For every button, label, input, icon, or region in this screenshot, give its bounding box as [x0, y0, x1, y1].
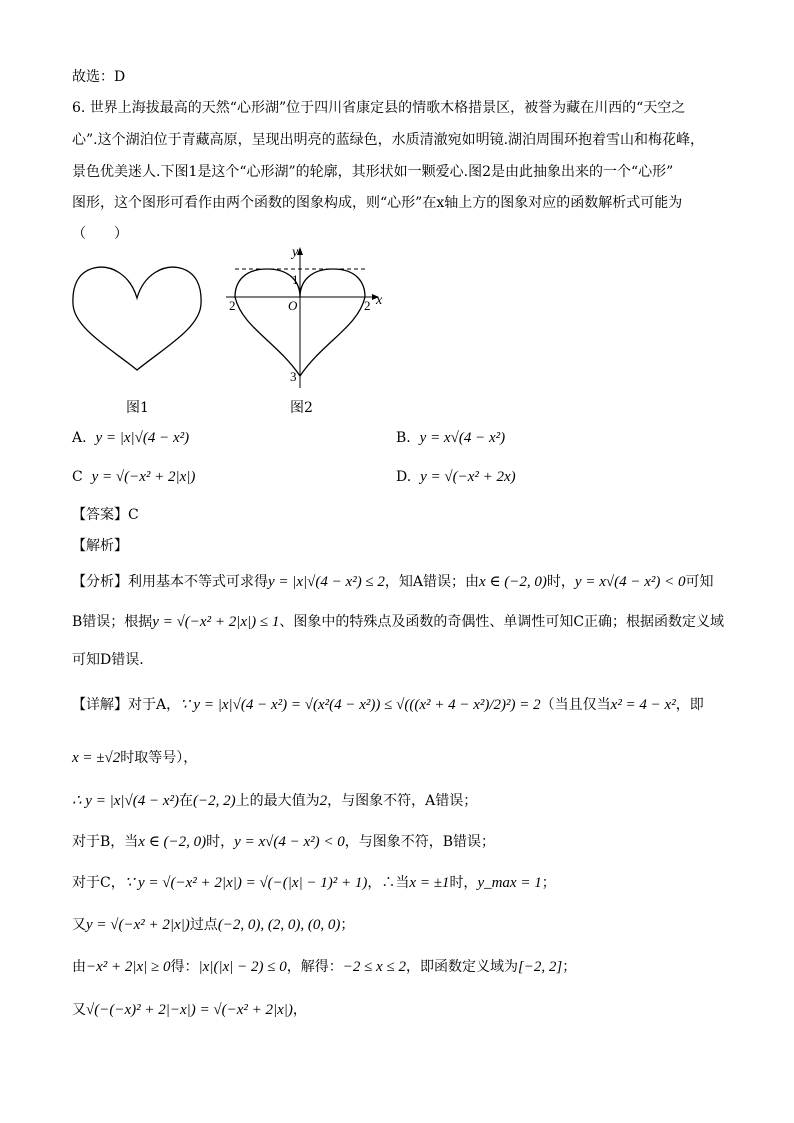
xiangjie-text: ； — [541, 875, 556, 891]
xiangjie-text: 由 — [72, 959, 86, 975]
xiangjie-line-3 — [72, 791, 477, 811]
xiangjie-text: 对于C， — [72, 875, 125, 891]
xiangjie-formula: x ∈ (−2, 0) — [138, 834, 207, 850]
fenxi-line-3: 可知D错误. — [72, 652, 144, 668]
xiangjie-formula: x = ±√2 — [72, 750, 121, 766]
xiangjie-line-7 — [72, 957, 576, 977]
xiangjie-line-2 — [72, 748, 197, 768]
fenxi-text: ，知A错误；由 — [384, 574, 480, 590]
fenxi-text: 、图象中的特殊点及函数的奇偶性、单调性可知C正确；根据函数定义域 — [279, 614, 725, 630]
label-left-2: 2 — [229, 298, 236, 313]
xiangjie-text: ，与图象不符，B错误； — [344, 834, 496, 850]
option-a-label: A. — [72, 430, 87, 446]
question-line-1: 6. 世界上海拔最高的天然“心形湖”位于四川省康定县的情歌木格措景区，被誉为藏在川西的“天空之 — [72, 100, 686, 116]
option-a-expr: y = |x|√(4 − x²) — [95, 430, 190, 446]
xiangjie-formula: ∴ y = |x|√(4 − x²) — [72, 793, 179, 809]
xiangjie-formula: (−2, 2) — [192, 793, 236, 809]
xiangjie-text: ，即 — [675, 697, 704, 713]
xiangjie-formula: y = √(−x² + 2|x|) — [86, 917, 190, 933]
xiangjie-text: ； — [340, 917, 355, 933]
fenxi-line-2 — [72, 612, 724, 632]
xiangjie-text: （当且仅当 — [540, 697, 611, 713]
fenxi-line-1 — [72, 572, 713, 592]
xiangjie-text: 时取等号）， — [120, 750, 198, 766]
xiangjie-text: 得： — [170, 959, 199, 975]
label-right-2: 2 — [364, 298, 371, 313]
label-3: 3 — [290, 369, 297, 384]
option-d — [396, 467, 516, 487]
xiangjie-text: 对于B，当 — [72, 834, 139, 850]
fenxi-text: 利用基本不等式可求得 — [128, 574, 268, 590]
y-axis-label: y — [292, 245, 299, 260]
xiangjie-formula: √(−(−x)² + 2|−x|) = √(−x² + 2|x|) — [86, 1002, 293, 1018]
xiangjie-formula: x² = 4 − x² — [610, 697, 676, 713]
option-b-expr: y = x√(4 − x²) — [419, 430, 506, 446]
figure-2-caption: 图2 — [290, 400, 313, 416]
xiangjie-line-1 — [72, 695, 704, 715]
question-line-3: 景色优美迷人.下图1是这个“心形湖”的轮廓，其形状如一颗爱心.图2是由此抽象出来的一个“心形” — [72, 164, 674, 180]
xiangjie-text: ，∴当 — [367, 875, 410, 891]
previous-answer: 故选：D — [72, 69, 126, 85]
xiangjie-text: 上的最大值为 — [235, 793, 320, 809]
xiangjie-formula: 2 — [319, 793, 328, 809]
xiangjie-text: 又 — [72, 917, 86, 933]
option-d-expr: y = √(−x² + 2x) — [420, 469, 516, 485]
xiangjie-line-6 — [72, 915, 354, 935]
xiangjie-text: 又 — [72, 1002, 86, 1018]
fenxi-tag: 【分析】 — [72, 574, 128, 590]
xiangjie-line-4 — [72, 832, 495, 852]
question-blank: （ ） — [72, 226, 128, 242]
xiangjie-formula: [−2, 2] — [517, 959, 563, 975]
figure-2-heart-graph — [222, 242, 388, 390]
xiangjie-formula: ∵ y = √(−x² + 2|x|) = √(−(|x| − 1)² + 1) — [124, 875, 368, 891]
fenxi-formula: y = x√(4 − x²) < 0 — [574, 574, 686, 590]
xiangjie-text: ； — [562, 959, 577, 975]
label-origin: O — [288, 298, 298, 313]
fenxi-formula: y = √(−x² + 2|x|) ≤ 1 — [152, 614, 280, 630]
fenxi-text: B错误；根据 — [72, 614, 153, 630]
fenxi-formula: x ∈ (−2, 0) — [479, 574, 547, 590]
xiangjie-text: ， — [292, 1002, 307, 1018]
xiangjie-tag: 【详解】 — [72, 697, 128, 713]
xiangjie-formula: x = ±1 — [409, 875, 450, 891]
xiangjie-text: ，即函数定义域为 — [405, 959, 518, 975]
xiangjie-formula: −2 ≤ x ≤ 2 — [342, 959, 406, 975]
option-c-expr: y = √(−x² + 2|x|) — [91, 469, 196, 485]
question-line-2: 心”.这个湖泊位于青藏高原，呈现出明亮的蓝绿色，水质清澈宛如明镜.湖泊周围环抱着雪山和梅花峰， — [72, 132, 705, 148]
xiangjie-text: 时， — [449, 875, 478, 891]
figure-1-caption: 图1 — [126, 400, 149, 416]
xiangjie-line-8 — [72, 1000, 307, 1020]
option-a — [72, 428, 189, 448]
xiangjie-text: ，解得： — [286, 959, 343, 975]
option-c — [72, 467, 195, 487]
x-axis-label: x — [376, 293, 383, 308]
xiangjie-formula: ∵ y = |x|√(4 − x²) = √(x²(4 − x²)) ≤ √(((x² + 4 − x²)/2)²) = 2 — [180, 697, 541, 713]
xiangjie-line-5 — [72, 873, 556, 893]
label-1: 1 — [292, 272, 299, 287]
xiangjie-text: ，与图象不符，A错误； — [327, 793, 478, 809]
answer-line — [72, 505, 139, 525]
xiangjie-formula: |x|(|x| − 2) ≤ 0 — [198, 959, 287, 975]
option-d-label: D. — [396, 469, 412, 485]
option-b-label: B. — [396, 430, 411, 446]
option-b — [396, 428, 505, 448]
fenxi-text: 可知 — [685, 574, 714, 590]
xiangjie-formula: (−2, 0), (2, 0), (0, 0) — [217, 917, 341, 933]
figure-1-heart — [70, 262, 205, 374]
xiangjie-text: 对于A， — [128, 697, 181, 713]
xiangjie-text: 在 — [178, 793, 193, 809]
xiangjie-text: 过点 — [189, 917, 218, 933]
option-c-label: C — [72, 469, 83, 485]
xiangjie-formula: −x² + 2|x| ≥ 0 — [86, 959, 171, 975]
xiangjie-text: 时， — [206, 834, 235, 850]
xiangjie-formula: y_max = 1 — [477, 875, 542, 891]
xiangjie-formula: y = x√(4 − x²) < 0 — [234, 834, 345, 850]
fenxi-text: 时， — [546, 574, 575, 590]
answer-value: C — [128, 507, 139, 523]
analysis-tag: 【解析】 — [72, 538, 128, 554]
fenxi-formula: y = |x|√(4 − x²) ≤ 2 — [268, 574, 385, 590]
question-line-4: 图形，这个图形可看作由两个函数的图象构成，则“心形”在x轴上方的图象对应的函数解析式可能为 — [72, 195, 683, 211]
answer-tag: 【答案】 — [72, 507, 128, 523]
